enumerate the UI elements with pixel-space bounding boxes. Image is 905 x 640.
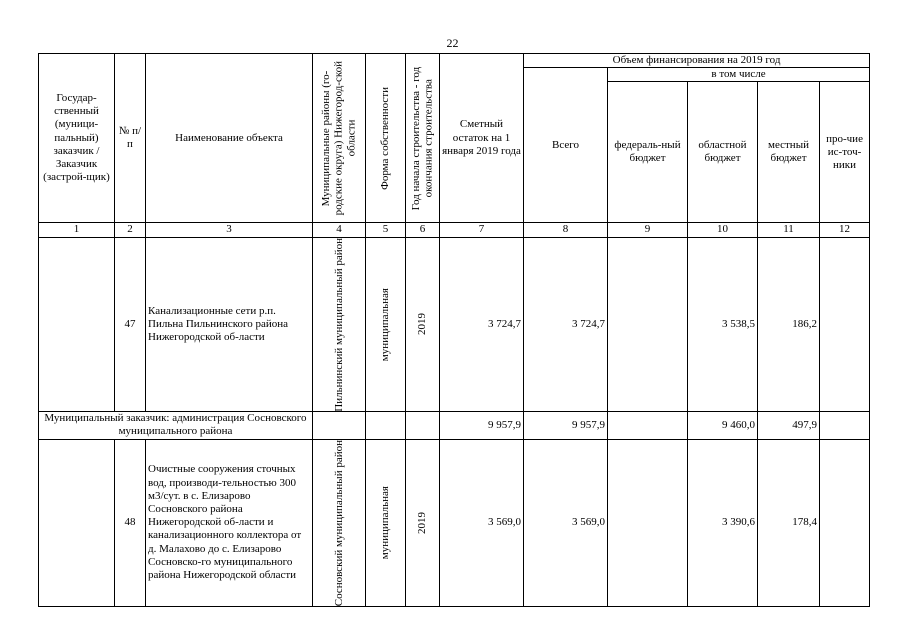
header-including-group: в том числе: [608, 68, 870, 82]
header-years: Год начала строительства - год окончания строительства: [409, 66, 435, 210]
year: 2019: [416, 511, 429, 534]
other: [820, 439, 870, 606]
customer-cell: [39, 237, 115, 412]
col-num: 8: [524, 223, 608, 237]
col-num: 7: [440, 223, 524, 237]
header-ownership-cell: [366, 54, 406, 223]
col-num: 5: [366, 223, 406, 237]
group-local: 497,9: [758, 412, 820, 439]
header-row-1: [39, 54, 870, 68]
local: 186,2: [758, 237, 820, 412]
district-cell: [313, 439, 366, 606]
header-total: Всего: [524, 68, 608, 223]
header-number: № п/п: [115, 54, 146, 223]
year-cell: [406, 237, 440, 412]
object-name: Канализационные сети р.п. Пильна Пильнинского района Нижегородской об-ласти: [146, 237, 313, 412]
federal: [608, 439, 688, 606]
table-row-group: [39, 412, 870, 439]
table-row-48: [39, 439, 870, 606]
empty-cell: [406, 412, 440, 439]
header-ownership: Форма собственности: [379, 86, 392, 190]
col-num: 2: [115, 223, 146, 237]
col-num: 11: [758, 223, 820, 237]
header-federal: федераль-ный бюджет: [608, 82, 688, 223]
group-balance: 9 957,9: [440, 412, 524, 439]
group-total: 9 957,9: [524, 412, 608, 439]
district-cell: [313, 237, 366, 412]
column-numbers-row: [39, 223, 870, 237]
header-other: про-чие ис-точ-ники: [820, 82, 870, 223]
header-district-cell: [313, 54, 366, 223]
group-federal: [608, 412, 688, 439]
col-num: 3: [146, 223, 313, 237]
row-number: 47: [115, 237, 146, 412]
object-name: Очистные сооружения сточных вод, производи-тельностью 300 м3/сут. в с. Елизарово Сосновского района Нижегородской об-ласти и канализационного коллектора от д. Малахово до с. Елизарово Сосновско-го муниципального района Нижегородской области: [146, 439, 313, 606]
header-years-cell: [406, 54, 440, 223]
balance: 3 724,7: [440, 237, 524, 412]
col-num: 6: [406, 223, 440, 237]
ownership: муниципальная: [379, 287, 392, 362]
header-object-name: Наименование объекта: [146, 54, 313, 223]
row-number: 48: [115, 439, 146, 606]
customer-cell: [39, 439, 115, 606]
header-balance: Сметный остаток на 1 января 2019 года: [440, 54, 524, 223]
district: Сосновский муниципальный район: [332, 439, 345, 606]
col-num: 12: [820, 223, 870, 237]
col-num: 4: [313, 223, 366, 237]
group-regional: 9 460,0: [688, 412, 758, 439]
header-district: Муниципальные районы (го-родские округа) Нижегород-ской области: [320, 60, 358, 216]
financing-table: [38, 53, 870, 607]
ownership-cell: [366, 237, 406, 412]
header-funding-group: Объем финансирования на 2019 год: [524, 54, 870, 68]
local: 178,4: [758, 439, 820, 606]
group-other: [820, 412, 870, 439]
page-number: 22: [446, 36, 459, 50]
header-regional: областной бюджет: [688, 82, 758, 223]
federal: [608, 237, 688, 412]
regional: 3 390,6: [688, 439, 758, 606]
group-customer-label: Муниципальный заказчик: администрация Сосновского муниципального района: [39, 412, 313, 439]
balance: 3 569,0: [440, 439, 524, 606]
district: Пильнинский муниципальный район: [332, 237, 345, 412]
header-customer: Государ-ственный (муници-пальный) заказчик / Заказчик (застрой-щик): [39, 54, 115, 223]
regional: 3 538,5: [688, 237, 758, 412]
empty-cell: [313, 412, 366, 439]
total: 3 724,7: [524, 237, 608, 412]
ownership-cell: [366, 439, 406, 606]
header-local: местный бюджет: [758, 82, 820, 223]
empty-cell: [366, 412, 406, 439]
other: [820, 237, 870, 412]
ownership: муниципальная: [379, 486, 392, 560]
year-cell: [406, 439, 440, 606]
total: 3 569,0: [524, 439, 608, 606]
col-num: 10: [688, 223, 758, 237]
col-num: 9: [608, 223, 688, 237]
col-num: 1: [39, 223, 115, 237]
table-row-47: [39, 237, 870, 412]
year: 2019: [416, 313, 429, 336]
